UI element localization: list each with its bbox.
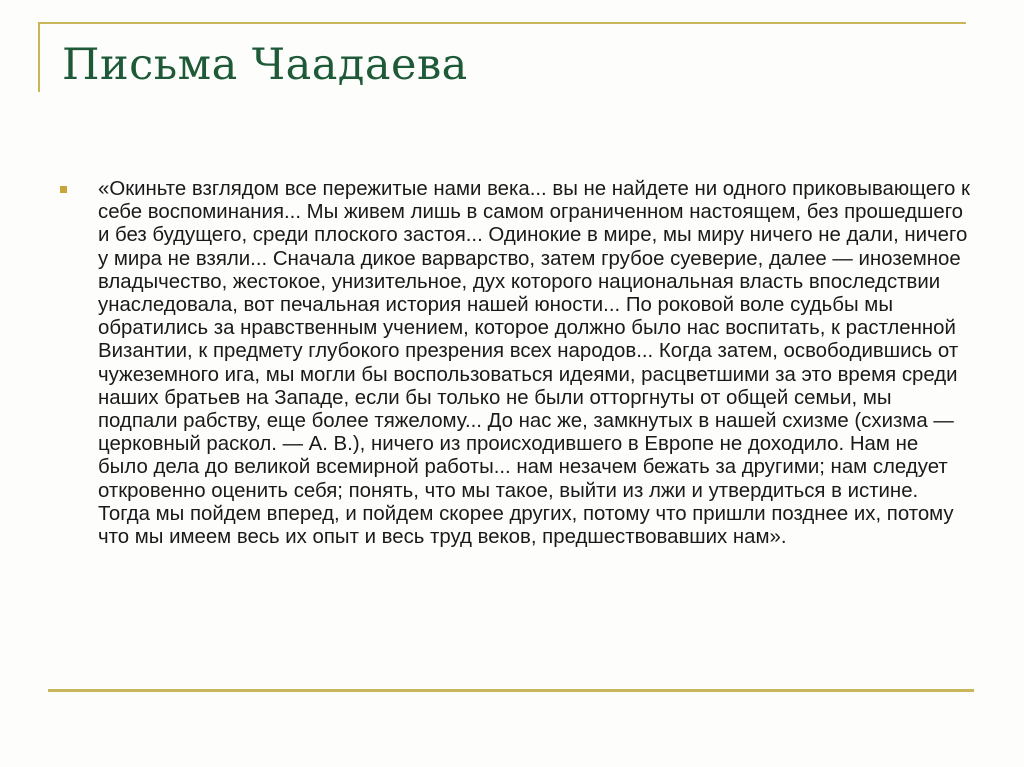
quote-text: «Окиньте взглядом все пережитые нами века... вы не найдете ни одного приковывающего к себе воспоминания... Мы живем лишь в самом ограниченном настоящем, без прошедшего и без будущего, среди плоского застоя... Одинокие в мире, мы миру ничего не дали, ничего у мира не взяли... Сначала дикое варварство, затем грубое суеверие, далее — иноземное владычество, жестокое, унизительное, дух которого национальная власть впоследствии унаследовала, вот печальная история нашей юности... По роковой воле судьбы мы обратились за нравственным учением, которое должно было нас воспитать, к растленной Византии, к предмету глубокого презрения всех народов... Когда затем, освободившись от чужеземного ига, мы могли бы воспользоваться идеями, расцветшими за это время среди наших братьев на Западе, если бы только не были отторгнуты от общей семьи, мы подпали рабству, еще более тяжелому... До нас же, замкнутых в нашей схизме (схизма — церковный раскол. — А. В.), ничего из происходившего в Европе не доходило. Нам не было дела до великой всемирной работы... нам незачем бежать за другими; нам следует откровенно оценить себя; понять, что мы такое, выйти из лжи и утвердиться в истине. Тогда мы пойдем вперед, и пойдем скорее других, потому что пришли позднее их, потому что мы имеем весь их опыт и весь труд веков, предшествовавших нам». <box>98 178 970 549</box>
top-divider <box>38 22 966 24</box>
left-divider <box>38 22 40 92</box>
slide-title: Письма Чаадаева <box>62 40 468 90</box>
bottom-divider <box>48 689 974 692</box>
bullet-square-icon <box>60 186 67 193</box>
slide-body <box>60 178 970 549</box>
